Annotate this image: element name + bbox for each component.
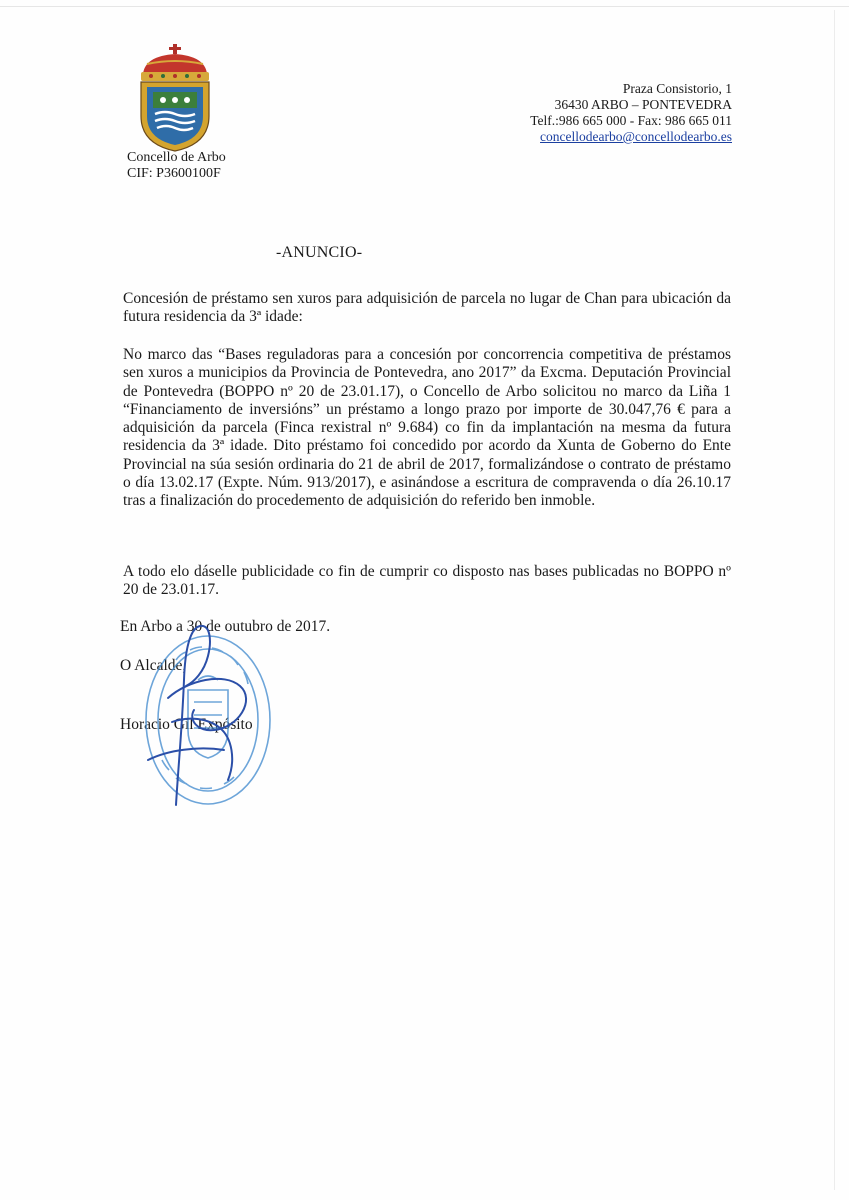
issuer-block [127,150,226,182]
signer-role: O Alcalde, [120,657,187,674]
address-city: 36430 ARBO – PONTEVEDRA [554,97,732,112]
document-subject: Concesión de préstamo sen xuros para adquisición de parcela no lugar de Chan para ubicación da futura residencia da 3ª idade: [123,290,731,326]
scan-edge-top [0,6,849,7]
address-street: Praza Consistorio, 1 [622,81,732,96]
document-closing: A todo elo dáselle publicidade co fin de cumprir co disposto nas bases publicadas no BOPPO nº 20 de 23.01.17. [123,563,731,599]
address-block [530,81,732,145]
official-seal-icon [128,620,278,810]
issuer-name: Concello de Arbo [127,150,226,165]
signer-name: Horacio Gil Expósito [120,716,253,733]
coat-of-arms-icon [133,44,217,152]
place-date: En Arbo a 30 de outubro de 2017. [120,618,331,635]
scan-edge-right [834,10,835,1190]
issuer-cif: CIF: P3600100F [127,166,221,181]
address-phone-fax: Telf.:986 665 000 - Fax: 986 665 011 [530,113,732,128]
document-heading: -ANUNCIO- [276,244,363,261]
address-email-link[interactable]: concellodearbo@concellodearbo.es [540,129,732,144]
document-body: No marco das “Bases reguladoras para a concesión por concorrencia competitiva de préstamos sen xuros a municipios da Provincia de Pontevedra, ano 2017” da Excma. Deputación Provincial de Pontevedra (BOPPO nº 20 de 23.01.17), o Concello de Arbo solicitou no marco da Liña 1 “Financiamento de inversións” un préstamo a longo prazo por importe de 30.047,76 € para a adquisición da parcela (Finca rexistral nº 9.684) co fin da implantación na mesma da futura residencia da 3ª idade. Dito préstamo foi concedido por acordo da Xunta de Goberno do Ente Provincial na súa sesión ordinaria do 21 de abril de 2017, formalizándose o contrato de préstamo o día 13.02.17 (Expte. Núm. 913/2017), e asinándose a escritura de compravenda o día 26.10.17 tras a finalización do procedemento de adquisición do referido ben inmoble. [123,346,731,510]
